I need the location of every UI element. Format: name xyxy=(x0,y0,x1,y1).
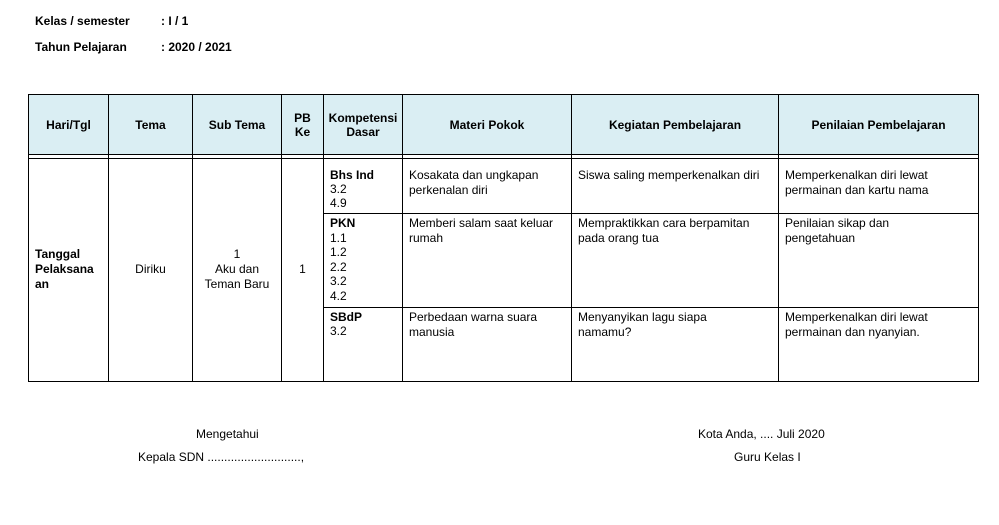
kegiatan-cell: Menyanyikan lagu siapa namamu? xyxy=(572,307,779,381)
pb-cell: 1 xyxy=(282,159,324,382)
kegiatan-cell: Siswa saling memperkenalkan diri xyxy=(572,159,779,214)
penilaian-cell: Penilaian sikap dan pengetahuan xyxy=(779,214,979,308)
sign-right-guru: Guru Kelas I xyxy=(734,450,801,464)
tahun-row xyxy=(35,40,232,54)
materi-cell: Kosakata dan ungkapan perkenalan diri xyxy=(403,159,572,214)
kegiatan-cell: Mempraktikkan cara berpamitan pada orang tua xyxy=(572,214,779,308)
header-row xyxy=(29,95,979,155)
materi-cell: Perbedaan warna suara manusia xyxy=(403,307,572,381)
kd-cell-bhs-ind: Bhs Ind 3.2 4.9 xyxy=(324,159,403,214)
materi-cell: Memberi salam saat keluar rumah xyxy=(403,214,572,308)
header-hari: Hari/Tgl xyxy=(29,95,109,155)
header-pb: PB Ke xyxy=(282,95,324,155)
tema-cell: Diriku xyxy=(109,159,193,382)
tahun-value: : 2020 / 2021 xyxy=(161,40,232,54)
sign-left-kepala: Kepala SDN ............................, xyxy=(138,450,305,464)
tahun-label: Tahun Pelajaran xyxy=(35,40,127,54)
sign-left-mengetahui: Mengetahui xyxy=(196,427,259,441)
header-tema: Tema xyxy=(109,95,193,155)
penilaian-cell: Memperkenalkan diri lewat permainan dan nyanyian. xyxy=(779,307,979,381)
kelas-row xyxy=(35,14,189,28)
penilaian-cell: Memperkenalkan diri lewat permainan dan kartu nama xyxy=(779,159,979,214)
header-penilaian: Penilaian Pembelajaran xyxy=(779,95,979,155)
lesson-plan-table xyxy=(28,94,979,382)
subtema-cell: 1 Aku dan Teman Baru xyxy=(193,159,282,382)
kelas-value: : I / 1 xyxy=(161,14,189,28)
header-subtema: Sub Tema xyxy=(193,95,282,155)
header-kd: Kompetensi Dasar xyxy=(324,95,403,155)
sign-right-date: Kota Anda, .... Juli 2020 xyxy=(698,427,825,441)
kelas-label: Kelas / semester xyxy=(35,14,130,28)
hari-cell: Tanggal Pelaksana an xyxy=(29,159,109,382)
header-materi: Materi Pokok xyxy=(403,95,572,155)
kd-cell-pkn: PKN 1.1 1.2 2.2 3.2 4.2 xyxy=(324,214,403,308)
header-kegiatan: Kegiatan Pembelajaran xyxy=(572,95,779,155)
table-row xyxy=(29,159,979,214)
kd-cell-sbdp: SBdP 3.2 xyxy=(324,307,403,381)
